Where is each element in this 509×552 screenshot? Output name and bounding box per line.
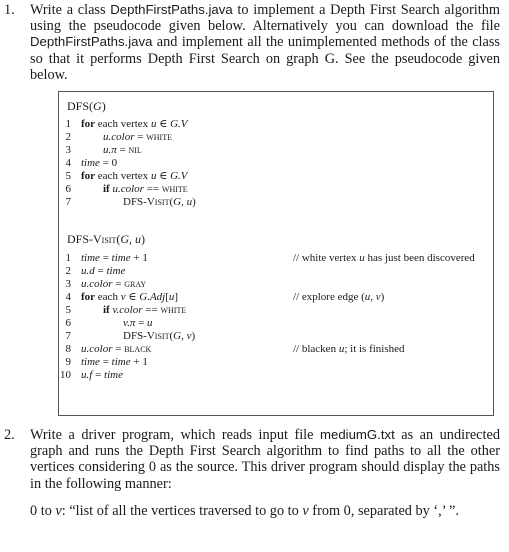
line-number: 8 xyxy=(65,343,71,355)
question-2-text xyxy=(30,427,500,492)
pseudocode-box: DFS(G) 1 for each vertex u ∈ G.V 2 u.color = white 3 u.π = nil 4 time = 0 5 for each vertex u ∈ G.V 6 if u.color == white 7 DFS-Visit(G, u) DFS-Visit(G, u) 1 time = time + 1 // white vertex u has just been discovered 2 u.d = time 3 u.color = gray 4 for each v ∈ G.Adj[u] // explore edge (u, v) 5 if v.color == white 6 v.π = u 7 DFS-Visit(G, v) 8 u.color = black // blacken u; it is finished 9 time = time + 1 10 u.f = time xyxy=(58,91,494,416)
q1-filename-2: DepthFirstPaths.java xyxy=(30,34,153,50)
line-number: 2 xyxy=(65,131,71,143)
line-number: 4 xyxy=(65,291,71,303)
line-number: 1 xyxy=(65,118,71,130)
q2-format-line: 0 to v: “list of all the vertices traversed to go to v from 0, separated by ‘,’ ”. xyxy=(30,503,459,519)
line-number: 3 xyxy=(65,278,71,290)
q1-text-part: and implement all the unimplemented methods of the class so that it performs Depth First Search on graph G. See the pseudocode given below. xyxy=(30,34,500,83)
line-number: 6 xyxy=(65,317,71,329)
q2-filename: mediumG.txt xyxy=(320,427,395,442)
line-number: 10 xyxy=(60,369,71,381)
question-1-text xyxy=(30,2,500,83)
question-1-number: 1. xyxy=(4,2,15,18)
comment-discovered: // white vertex u has just been discovered xyxy=(293,252,475,264)
line-number: 5 xyxy=(65,304,71,316)
line-number: 1 xyxy=(65,252,71,264)
q1-text-part: to implement a Depth First Search algorithm using the pseudocode given below. Alternatively you can download the file xyxy=(30,2,500,35)
q1-filename-1: DepthFirstPaths.java xyxy=(110,2,233,17)
dfs-visit-title: DFS-Visit(G, u) xyxy=(67,232,146,246)
comment-blacken: // blacken u; it is finished xyxy=(293,343,405,355)
line-number: 9 xyxy=(65,356,71,368)
line-number: 7 xyxy=(65,196,71,208)
dfs-title: DFS(G) xyxy=(67,99,106,113)
q2-text-part: as an undirected graph and runs the Depth First Search algorithm to find paths to all the other vertices considering 0 as the source. This driver program should display the paths in the following manner: xyxy=(30,427,500,492)
q1-text-part: Write a class xyxy=(30,2,111,18)
question-2-number: 2. xyxy=(4,427,15,443)
line-number: 7 xyxy=(65,330,71,342)
line-number: 6 xyxy=(65,183,71,195)
q2-text-part: Write a driver program, which reads input file xyxy=(30,427,320,443)
question-1 xyxy=(4,2,500,83)
line-number: 2 xyxy=(65,265,71,277)
question-2 xyxy=(4,427,500,492)
comment-explore-edge: // explore edge (u, v) xyxy=(293,291,385,303)
line-number: 5 xyxy=(65,170,71,182)
line-number: 4 xyxy=(65,157,71,169)
line-number: 3 xyxy=(65,144,71,156)
